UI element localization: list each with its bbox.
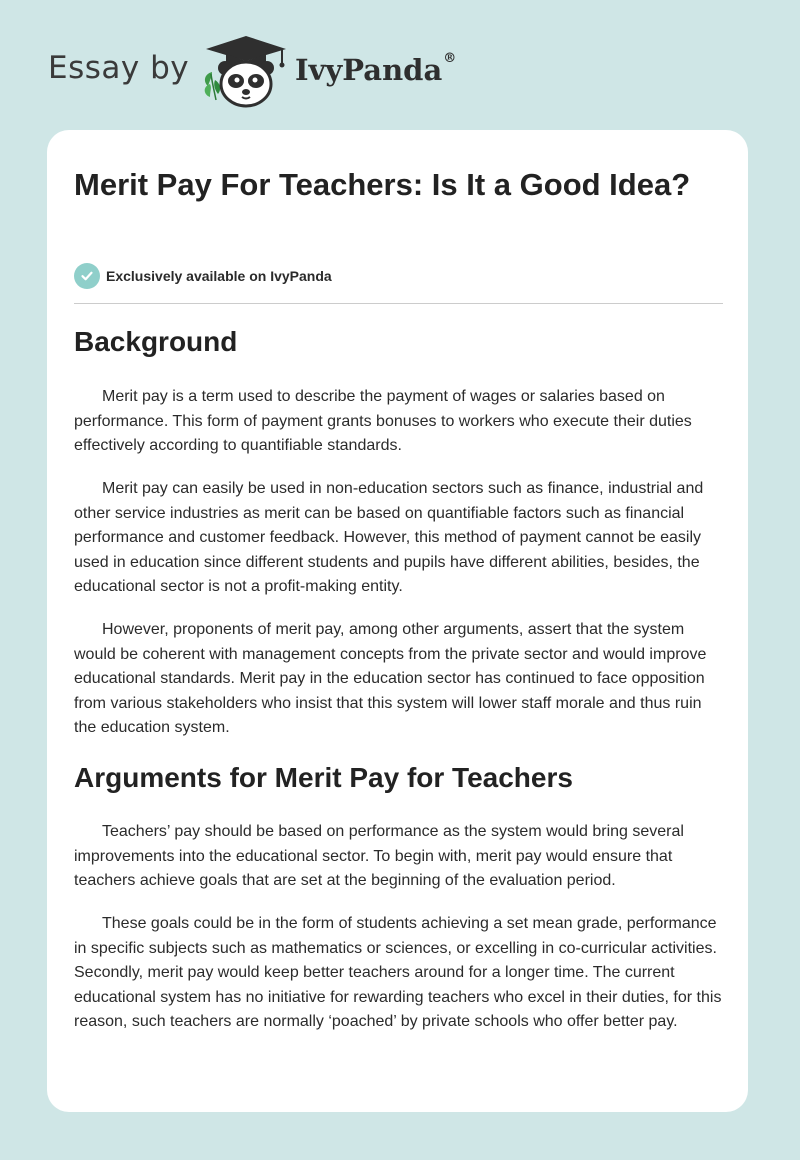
brand-name-text: IvyPanda bbox=[295, 53, 443, 87]
registered-mark: ® bbox=[443, 51, 457, 66]
paragraph: Merit pay is a term used to describe the payment of wages or salaries based on performance. This form of payment grants bonuses to workers who execute their duties effectively according to quantifiable standards. bbox=[74, 388, 692, 455]
essay-card bbox=[47, 130, 748, 1112]
checkmark-icon bbox=[74, 263, 100, 289]
paragraph: However, proponents of merit pay, among other arguments, assert that the system would be coherent with management concepts from the private sector and would improve educational standards. Merit pay in the education sector has continued to face opposition from various stakeholders who insist that this system will lower staff morale and thus ruin the education system. bbox=[74, 621, 707, 737]
section-heading-background: Background bbox=[74, 326, 238, 357]
ivypanda-logo-icon[interactable] bbox=[198, 34, 294, 110]
essay-title: Merit Pay For Teachers: Is It a Good Idea? bbox=[74, 167, 691, 202]
exclusive-badge bbox=[74, 262, 332, 290]
paragraph: Teachers’ pay should be based on performance as the system would bring several improvements into the educational sector. To begin with, merit pay would ensure that teachers achieve goals that are set at the beginning of the evaluation period. bbox=[74, 823, 684, 890]
ivy-leaf-icon bbox=[205, 72, 220, 100]
essay-by-label: Essay by bbox=[48, 50, 190, 86]
brand-name[interactable] bbox=[295, 53, 456, 87]
exclusive-badge-label: Exclusively available on IvyPanda bbox=[106, 268, 332, 284]
paragraph: Merit pay can easily be used in non-education sectors such as finance, industrial and other service industries as merit can be based on quantifiable factors such as financial performance and customer feedback. However, this method of payment cannot be easily used in education since different students and pupils have different abilities, besides, the educational sector is not a profit-making entity. bbox=[74, 480, 704, 596]
site-header bbox=[0, 0, 800, 130]
section-heading-arguments: Arguments for Merit Pay for Teachers bbox=[74, 762, 573, 793]
title-divider bbox=[74, 303, 723, 304]
paragraph: These goals could be in the form of students achieving a set mean grade, performance in specific subjects such as mathematics or sciences, or excelling in co-curricular activities. Secondly, merit pay would keep better teachers around for a longer time. The current educational system has no initiative for rewarding teachers who excel in their duties, for this reason, such teachers are normally ‘poached’ by private schools who offer better pay. bbox=[74, 915, 722, 1031]
